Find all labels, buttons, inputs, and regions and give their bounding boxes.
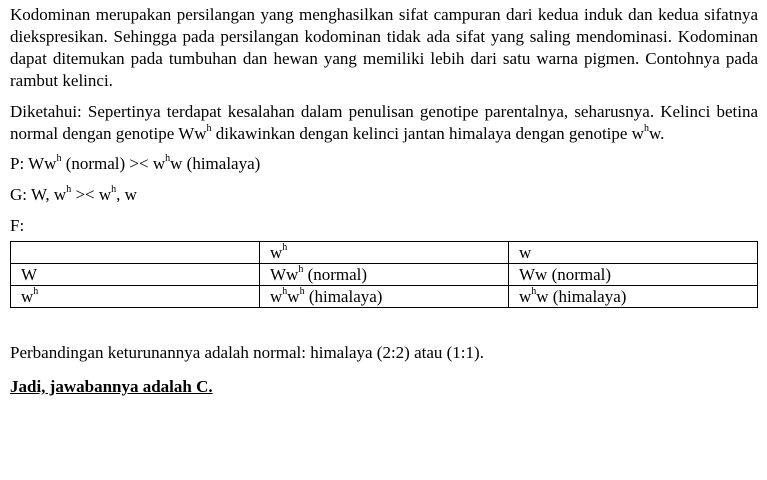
table-row [11,264,758,286]
document-page [10,4,758,398]
gamete-suffix: , w [116,185,137,204]
answer-label: Jadi, jawabannya adalah C. [10,377,213,396]
given-paragraph [10,101,758,145]
parent-superscript-2: h [165,153,171,165]
cell-superscript: h [298,264,304,276]
row-label-W [11,264,260,286]
given-superscript-2: h [643,123,649,135]
cell-base: Ww [270,265,299,284]
given-text-3: w. [648,124,665,143]
gamete-mid: >< w [71,185,112,204]
punnett-square-table [10,241,758,308]
cell-wh-w [509,286,758,308]
row-label-superscript: h [33,286,39,298]
gamete-superscript-2: h [111,184,117,196]
given-text-2: dikawinkan dengan kelinci jantan himalaya dengan genotipe w [211,124,644,143]
row-label-wh [11,286,260,308]
row-label-base: W [21,265,38,284]
conclusion-text: Perbandingan keturunannya adalah normal: himalaya (2:2) atau (1:1). [10,343,484,362]
filial-label: F: [10,216,25,235]
answer-text [10,376,758,398]
table-row [11,286,758,308]
cell-base-b: w [287,287,300,306]
header-cell-w: w [509,242,758,264]
gamete-line [10,184,758,206]
spacer [10,308,758,342]
gamete-superscript-1: h [66,184,72,196]
parent-prefix: P: Ww [10,154,57,173]
definition-paragraph: Kodominan merupakan persilangan yang menghasilkan sifat campuran dari kedua induk dan kedua sifatnya diekspresikan. Sehingga pada persilangan kodominan tidak ada sifat yang saling mendominasi. Kodominan dapat ditemukan pada tumbuhan dan hewan yang memiliki lebih dari satu warna pigmen. Contohnya pada rambut kelinci. [10,5,758,90]
table-header-row [11,242,758,264]
gamete-prefix: G: W, w [10,185,67,204]
cell-W-wh [260,264,509,286]
header-wh-superscript: h [282,242,288,254]
cell-suffix: w (himalaya) [536,287,627,306]
cell-base-a: w [270,287,283,306]
parent-mid: (normal) >< w [61,154,166,173]
cell-base: w [519,287,532,306]
header-wh-base: w [270,243,283,262]
header-cell-wh [260,242,509,264]
parent-superscript-1: h [56,153,62,165]
cell-suffix: (normal) [303,265,368,284]
cell-superscript-b: h [299,286,305,298]
cell-superscript-a: h [282,286,288,298]
cell-superscript: h [531,286,537,298]
given-text-1: Diketahui: Sepertinya terdapat kesalahan dalam penulisan genotipe parentalnya, seharusnya. Kelinci betina normal dengan genotipe Ww [10,102,758,143]
row-label-base: w [21,287,34,306]
given-superscript-1: h [206,123,212,135]
header-empty-cell [11,242,260,264]
parent-suffix: w (himalaya) [170,154,261,173]
parent-cross-line [10,153,758,175]
cell-wh-wh [260,286,509,308]
cell-W-w: Ww (normal) [509,264,758,286]
cell-suffix: (himalaya) [304,287,383,306]
